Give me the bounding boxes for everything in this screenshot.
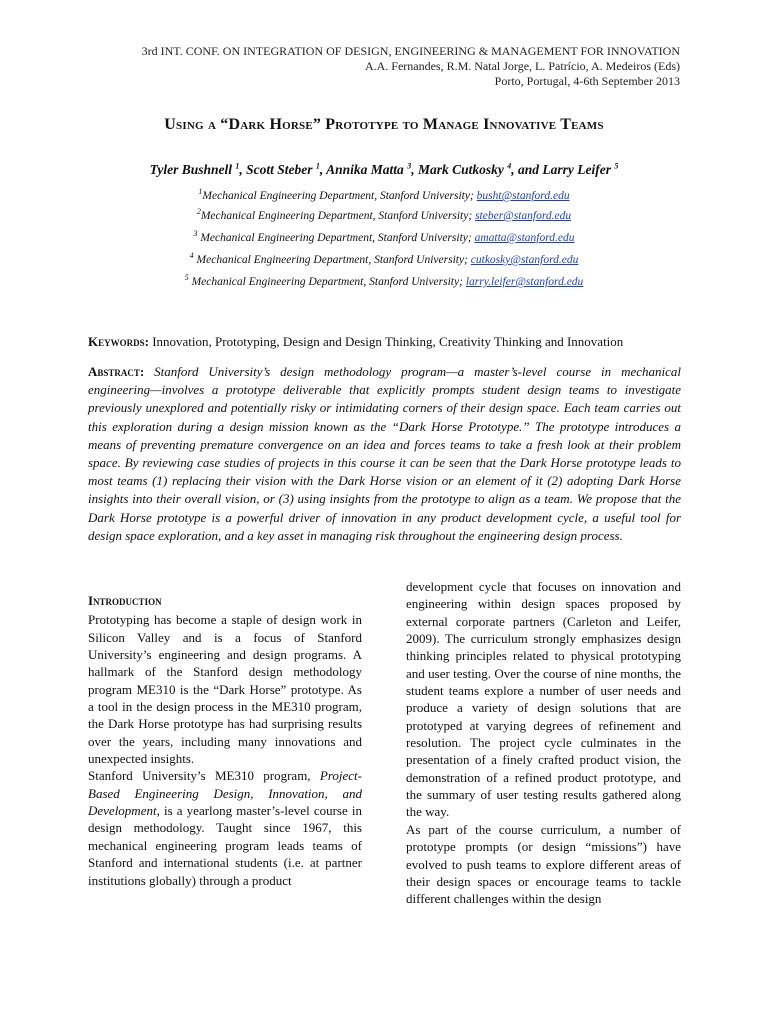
affiliation: [0, 229, 768, 244]
author-affiliation-number: 1: [235, 161, 240, 171]
author-affiliation-number: 3: [407, 161, 412, 171]
affiliation-text: Mechanical Engineering Department, Stanford University;: [202, 190, 477, 202]
author-email-link[interactable]: larry.leifer@stanford.edu: [465, 276, 584, 288]
abstract: [88, 363, 681, 545]
affiliation-text: Mechanical Engineering Department, Stanford University;: [193, 254, 471, 266]
paragraph: [88, 767, 362, 888]
author-affiliation-number: 5: [614, 161, 619, 171]
paper-title: Using a “Dark Horse” Prototype to Manage Innovative Teams: [164, 116, 604, 133]
paragraph: Prototyping has become a staple of design work in Silicon Valley and is a focus of Stanford University’s engineering and design programs. A hallmark of the Stanford design methodology program ME310 is the “Dark Horse” prototype. As a tool in the design process in the ME310 program, the Dark Horse prototype has had surprising results over the years, including many innovations and unexpected insights.: [88, 612, 362, 767]
paragraph: As part of the course curriculum, a number of prototype prompts (or design “missions”) have evolved to push teams to explore different areas of their design spaces or encourage teams to tackle different challenges within the design: [406, 821, 681, 907]
author-affiliation-number: 1: [315, 161, 320, 171]
affiliation-text: Mechanical Engineering Department, Stanford University;: [197, 232, 475, 244]
author-email-link[interactable]: amatta@stanford.edu: [474, 232, 575, 244]
conference-name: 3rd INT. CONF. ON INTEGRATION OF DESIGN, ENGINEERING & MANAGEMENT FOR INNOVATION: [141, 44, 680, 58]
editors: A.A. Fernandes, R.M. Natal Jorge, L. Patrício, A. Medeiros (Eds): [364, 59, 680, 73]
conference-location: Porto, Portugal, 4-6th September 2013: [494, 74, 680, 88]
author-name: Annika Matta: [326, 162, 404, 177]
keywords-text: Innovation, Prototyping, Design and Design Thinking, Creativity Thinking and Innovation: [152, 334, 624, 349]
author-email-link[interactable]: busht@stanford.edu: [476, 190, 570, 202]
affiliation-number: 1: [198, 187, 203, 197]
author-name: Larry Leifer: [542, 162, 611, 177]
affiliation: [0, 251, 768, 266]
abstract-text: Stanford University’s design methodology program—a master’s-level course in mechanical engineering—involves a prototype deliverable that explicitly prompts student design teams to investigate previously unexplored and potentially risky or intimidating corners of their design space. Each team carries out this exploration during a design mission known as the “Dark Horse Prototype.” The prototype introduces a means of preventing premature convergence on an idea and forces teams to take a fresh look at their problem space. By reviewing case studies of projects in this course it can be seen that the Dark Horse prototype leads to most teams (1) replacing their vision with the Dark Horse vision or an element of it (2) adopting Dark Horse insights into their overall vision, or (3) using insights from the prototype to align as a team. We propose that the Dark Horse prototype is a powerful driver of innovation in any product development cycle, a useful tool for design space exploration, and a key asset in managing risk throughout the engineering design process.: [88, 364, 681, 543]
author-name: Scott Steber: [246, 162, 313, 177]
affiliation-number: 2: [196, 207, 201, 217]
affiliation: [0, 273, 768, 288]
affiliation-number: 5: [184, 273, 189, 283]
paragraph: development cycle that focuses on innovation and engineering within design spaces proposed by external corporate partners (Carleton and Leifer, 2009). The curriculum strongly emphasizes design thinking principles related to physical prototyping and user testing. Over the course of nine months, the student teams explore a number of user needs and produce a variety of design solutions that are prototyped at varying degrees of refinement and resolution. The project cycle culminates in the presentation of a finely crafted product vision, the demonstration of a refined product prototype, and the summary of user testing results gathered along the way.: [406, 579, 681, 820]
affiliation: [0, 207, 768, 222]
affiliation-number: 4: [189, 251, 194, 261]
introduction-left-column: [88, 592, 362, 889]
program-name: Project-Based Engineering Design, Innovation, and Development,: [88, 768, 362, 819]
author-email-link[interactable]: steber@stanford.edu: [475, 210, 572, 222]
author-affiliation-number: 4: [507, 161, 512, 171]
author-email-link[interactable]: cutkosky@stanford.edu: [470, 254, 579, 266]
author-name: Tyler Bushnell: [149, 162, 233, 177]
section-heading: Introduction: [88, 593, 162, 608]
introduction-right-column: [406, 578, 681, 908]
paragraph-text: is a yearlong master’s-level course in design methodology. Taught since 1967, this mechanical engineering program leads teams of Stanford and international students (i.e. at partner institutions globally) through a product: [88, 803, 362, 888]
affiliation-number: 3: [193, 229, 198, 239]
author-name: Mark Cutkosky: [417, 162, 504, 177]
affiliation-text: Mechanical Engineering Department, Stanford University;: [200, 210, 476, 222]
keywords-label: Keywords:: [88, 334, 149, 349]
author-list: Tyler Bushnell $^1$, Scott Steber $^1$, Annika Matta $^3$, Mark Cutkosky $^4$, and Larry Leifer $^5$: [149, 161, 619, 177]
affiliation: [0, 187, 768, 202]
affiliation-text: Mechanical Engineering Department, Stanford University;: [188, 276, 466, 288]
keywords: [88, 334, 623, 350]
abstract-label: Abstract:: [88, 364, 145, 379]
paragraph-text: Stanford University’s ME310 program,: [88, 768, 320, 784]
